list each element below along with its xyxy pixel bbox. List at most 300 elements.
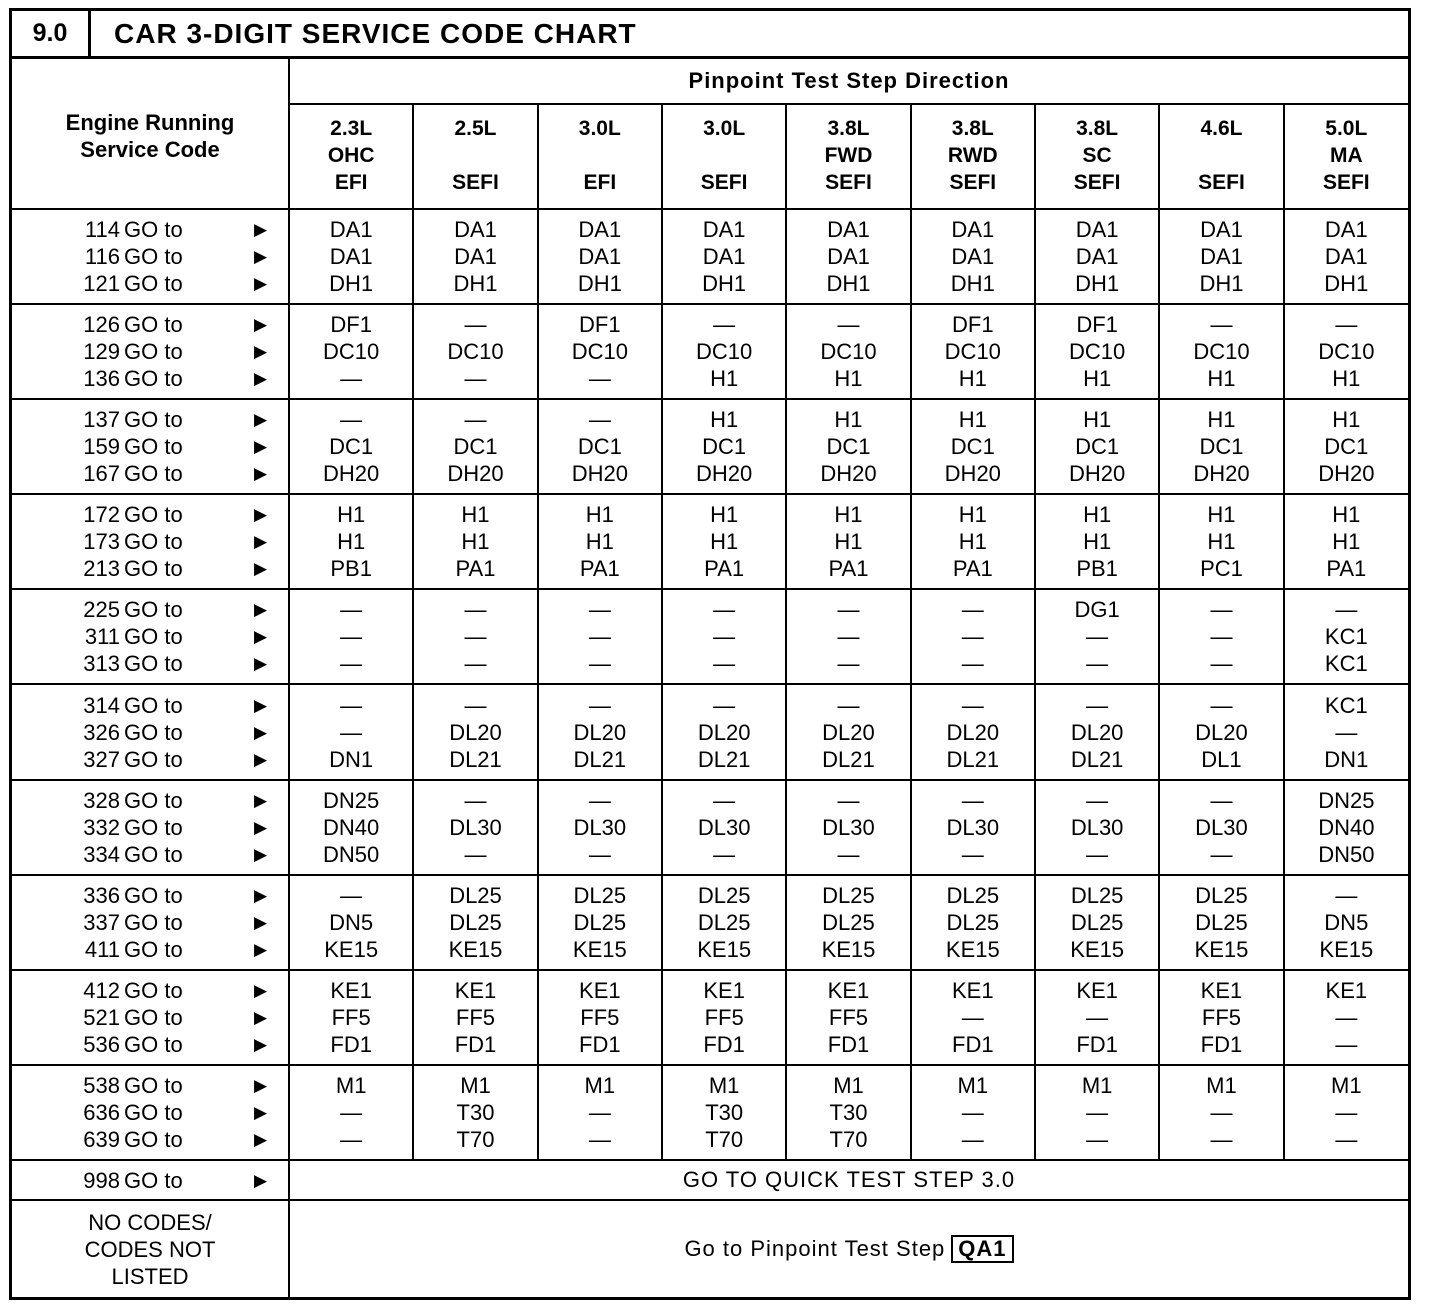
step-value: — [1335, 1004, 1358, 1030]
step-value: DL30 [1070, 814, 1124, 840]
service-code-line [12, 1167, 288, 1194]
service-code-cell [12, 589, 289, 684]
step-value: DF1 [1076, 312, 1118, 338]
engine-header-text [663, 142, 785, 169]
step-value: H1 [710, 366, 739, 392]
step-value: — [1335, 1126, 1358, 1152]
go-to-label: GO to [124, 407, 183, 433]
step-value: DH1 [950, 271, 995, 297]
step-value: DN50 [323, 841, 380, 867]
step-value: DL30 [697, 814, 751, 840]
step-value: DH1 [577, 271, 622, 297]
arrow-icon: ▶ [254, 274, 268, 294]
step-cell [413, 875, 537, 970]
step-value: M1 [833, 1072, 864, 1098]
go-to-label: GO to [124, 882, 183, 908]
step-value: DL30 [1195, 814, 1248, 840]
step-cell [786, 494, 910, 589]
step-cell [1159, 209, 1283, 304]
service-code: 172 [83, 502, 120, 528]
step-value: KE1 [952, 977, 994, 1003]
engine-header-text: 3.0L [703, 117, 746, 140]
service-code-line [12, 814, 288, 841]
step-value: DL20 [697, 719, 751, 745]
step-value: — [588, 407, 611, 433]
step-cell [1159, 304, 1283, 399]
step-value: DA1 [702, 217, 746, 243]
go-to-label: GO to [124, 597, 183, 623]
service-code-line [12, 460, 288, 487]
step-cell [786, 399, 910, 494]
step-value: DL25 [449, 909, 502, 935]
step-value: — [713, 787, 736, 813]
service-code-line [12, 1031, 288, 1058]
step-value: PC1 [1200, 556, 1243, 582]
step-value: — [1335, 597, 1358, 623]
step-value: — [713, 312, 736, 338]
service-code: 159 [83, 434, 120, 460]
code-group-row [12, 684, 1408, 779]
step-value: DH20 [1193, 461, 1250, 487]
step-value: — [588, 1099, 611, 1125]
service-code-line [12, 501, 288, 528]
service-code: 314 [83, 692, 120, 718]
step-cell [662, 304, 786, 399]
step-value: — [961, 597, 984, 623]
step-value: — [1210, 312, 1233, 338]
go-to-label: GO to [124, 339, 183, 365]
step-cell [1035, 875, 1159, 970]
code-group-row [12, 494, 1408, 589]
engine-header-lines [1160, 105, 1282, 196]
engine-header-4 [786, 104, 910, 209]
service-code: 336 [83, 882, 120, 908]
step-cell [289, 209, 413, 304]
step-value: — [340, 651, 363, 677]
go-to-label: GO to [124, 651, 183, 677]
step-value: DA1 [1324, 217, 1368, 243]
step-cell [538, 684, 662, 779]
step-cell [413, 589, 537, 684]
step-value: — [837, 787, 860, 813]
engine-header-text: 3.8L [1076, 117, 1119, 140]
step-value: M1 [1206, 1072, 1237, 1098]
step-value: H1 [585, 502, 614, 528]
step-value: DA1 [329, 217, 373, 243]
step-cell [1035, 589, 1159, 684]
code-group-row [12, 1065, 1408, 1160]
service-code-line [12, 746, 288, 773]
step-value: PA1 [579, 556, 620, 582]
step-cell [662, 209, 786, 304]
step-value: H1 [1083, 502, 1112, 528]
service-code: 311 [84, 624, 120, 650]
pinpoint-step-box: QA1 [951, 1235, 1013, 1263]
go-to-label: GO to [124, 814, 183, 840]
code-group-row [12, 209, 1408, 304]
step-value: KE15 [324, 936, 379, 962]
step-value: DC10 [1069, 339, 1126, 365]
engine-header-text: 3.0L [578, 117, 621, 140]
service-code-line [12, 311, 288, 338]
step-value: DN25 [1318, 787, 1375, 813]
step-value: H1 [1332, 366, 1361, 392]
service-code-line [12, 1004, 288, 1031]
step-value: FF5 [580, 1004, 620, 1030]
step-cell [1035, 970, 1159, 1065]
step-cell [1159, 780, 1283, 875]
step-value: KE15 [1194, 936, 1249, 962]
go-to-label: GO to [124, 271, 183, 297]
service-code-cell [12, 875, 289, 970]
step-value: — [340, 407, 363, 433]
step-cell [289, 970, 413, 1065]
step-cell [662, 970, 786, 1065]
arrow-icon: ▶ [254, 1075, 268, 1095]
engine-header-1 [413, 104, 537, 209]
step-cell [786, 970, 910, 1065]
step-value: DH1 [453, 271, 498, 297]
step-value: — [1335, 1031, 1358, 1057]
step-value: — [1086, 624, 1109, 650]
step-value: DL30 [822, 814, 875, 840]
step-cell [538, 1065, 662, 1160]
step-value: FD1 [454, 1031, 497, 1057]
step-value: M1 [335, 1072, 367, 1098]
go-to-label: GO to [124, 1126, 183, 1152]
step-value: H1 [1083, 366, 1112, 392]
step-value: DL25 [1070, 882, 1124, 908]
service-code: 998 [83, 1167, 120, 1193]
step-value: — [961, 787, 984, 813]
step-cell [289, 780, 413, 875]
step-value: DC1 [577, 434, 622, 460]
step-value: — [588, 366, 611, 392]
step-value: DA1 [454, 244, 497, 270]
step-value: KE1 [1076, 977, 1118, 1003]
step-cell [1159, 399, 1283, 494]
service-code: 328 [83, 787, 120, 813]
go-to-label: GO to [124, 787, 183, 813]
code-column-header [12, 59, 289, 209]
service-code-cell [12, 209, 289, 304]
step-value: H1 [958, 502, 987, 528]
step-cell [1284, 1065, 1408, 1160]
step-value: — [1086, 692, 1109, 718]
chart-title-bar [12, 11, 1408, 59]
service-code-chart [9, 8, 1411, 1300]
code-group-row [12, 780, 1408, 875]
step-value: DN1 [1324, 746, 1369, 772]
step-value: H1 [1207, 529, 1236, 555]
engine-header-text: EFI [583, 171, 617, 194]
step-value: H1 [1332, 407, 1361, 433]
go-to-label: GO to [124, 217, 183, 243]
step-cell [786, 780, 910, 875]
step-value: KE1 [454, 977, 497, 1003]
go-to-label: GO to [124, 434, 183, 460]
step-cell [289, 875, 413, 970]
engine-header-text: SEFI [949, 171, 997, 194]
step-value: M1 [708, 1072, 740, 1098]
step-cell [1159, 684, 1283, 779]
step-value: DC1 [329, 434, 374, 460]
step-value: DC1 [1199, 434, 1244, 460]
step-value: H1 [834, 366, 863, 392]
step-value: — [588, 692, 611, 718]
service-code: 326 [83, 719, 120, 745]
engine-header-text: 3.8L [827, 117, 870, 140]
step-value: DH20 [820, 461, 877, 487]
step-value: DF1 [330, 312, 372, 338]
pinpoint-direction-text: Go to Pinpoint Test Step [684, 1236, 946, 1261]
engine-header-7 [1159, 104, 1283, 209]
service-code-cell [12, 970, 289, 1065]
step-value: H1 [337, 529, 366, 555]
step-cell [662, 399, 786, 494]
step-value: H1 [461, 502, 490, 528]
engine-header-text: SEFI [1198, 171, 1245, 194]
code-group-row [12, 399, 1408, 494]
step-value: — [588, 624, 611, 650]
step-value: — [1086, 841, 1109, 867]
step-value: KE15 [1319, 936, 1374, 962]
step-value: — [1086, 1004, 1109, 1030]
step-value: DL30 [449, 814, 502, 840]
step-value: DH20 [323, 461, 380, 487]
step-value: — [713, 624, 736, 650]
service-code: 639 [83, 1126, 120, 1152]
step-value: DC10 [447, 339, 504, 365]
step-value: — [340, 692, 363, 718]
step-value: T70 [829, 1126, 868, 1152]
step-cell [413, 970, 537, 1065]
step-cell [911, 780, 1035, 875]
step-cell [538, 209, 662, 304]
service-code-line [12, 1072, 288, 1099]
step-value: DH20 [696, 461, 753, 487]
arrow-icon: ▶ [254, 627, 268, 647]
service-code: 411 [84, 936, 120, 962]
step-cell [911, 209, 1035, 304]
step-cell [413, 780, 537, 875]
step-value: DC1 [826, 434, 871, 460]
step-value: — [464, 366, 487, 392]
arrow-icon: ▶ [254, 1007, 268, 1027]
step-value: DF1 [579, 312, 621, 338]
step-value: — [588, 787, 611, 813]
service-code-line [12, 936, 288, 963]
step-value: KE15 [572, 936, 627, 962]
step-value: DL21 [822, 746, 875, 772]
step-value: DA1 [827, 217, 870, 243]
service-code-line [12, 692, 288, 719]
step-value: — [1335, 882, 1358, 908]
step-cell [911, 1065, 1035, 1160]
step-cell [911, 875, 1035, 970]
service-code: 136 [83, 366, 120, 392]
service-code: 129 [83, 339, 120, 365]
engine-header-text: SEFI [825, 171, 872, 194]
step-value: FF5 [828, 1004, 869, 1030]
step-value: KE15 [821, 936, 876, 962]
code-group-row [12, 875, 1408, 970]
step-value: DN1 [329, 746, 374, 772]
code-header-line: Service Code [80, 137, 220, 162]
step-cell [413, 684, 537, 779]
step-value: DC1 [1075, 434, 1120, 460]
go-to-label: GO to [124, 1072, 183, 1098]
code-header-line: Engine Running [65, 110, 235, 135]
arrow-icon: ▶ [254, 532, 268, 552]
engine-header-text: 5.0L [1325, 117, 1368, 140]
step-value: — [588, 651, 611, 677]
go-to-label: GO to [124, 1099, 183, 1125]
code-998-row [12, 1160, 1408, 1200]
step-value: FF5 [1201, 1004, 1242, 1030]
step-value: T30 [705, 1099, 744, 1125]
step-value: DH20 [1318, 461, 1375, 487]
go-to-label: GO to [124, 529, 183, 555]
engine-header-lines [663, 105, 785, 196]
service-code: 114 [84, 217, 120, 243]
service-code: 126 [83, 312, 120, 338]
step-value: — [1210, 692, 1233, 718]
step-value: — [1210, 597, 1233, 623]
service-code: 334 [83, 841, 120, 867]
arrow-icon: ▶ [254, 437, 268, 457]
service-code: 327 [83, 746, 120, 772]
step-value: DH1 [1199, 271, 1244, 297]
step-value: FD1 [579, 1031, 621, 1057]
step-value: DC1 [1324, 434, 1369, 460]
code-group-row [12, 970, 1408, 1065]
step-value: — [464, 597, 487, 623]
step-value: — [464, 624, 487, 650]
step-value: DA1 [827, 244, 870, 270]
step-value: — [464, 407, 487, 433]
step-value: DC10 [1193, 339, 1250, 365]
arrow-icon: ▶ [254, 464, 268, 484]
step-value: — [340, 719, 363, 745]
go-to-label: GO to [124, 1031, 183, 1057]
step-value: FF5 [455, 1004, 496, 1030]
service-code: 332 [83, 814, 120, 840]
step-value: H1 [1207, 502, 1236, 528]
step-cell [1035, 399, 1159, 494]
service-code-line [12, 270, 288, 297]
step-value: DA1 [454, 217, 497, 243]
engine-header-5 [911, 104, 1035, 209]
engine-header-2 [538, 104, 662, 209]
step-value: H1 [1083, 529, 1112, 555]
step-value: — [837, 841, 860, 867]
step-value: DH1 [1075, 271, 1120, 297]
step-value: — [713, 841, 736, 867]
engine-header-text: 3.8L [951, 117, 994, 140]
service-code-cell [12, 304, 289, 399]
step-cell [1159, 875, 1283, 970]
step-value: DL25 [697, 909, 751, 935]
service-code-line [12, 650, 288, 677]
service-code-cell [12, 684, 289, 779]
step-cell [1035, 304, 1159, 399]
step-value: H1 [834, 407, 863, 433]
step-value: FD1 [1076, 1031, 1118, 1057]
step-value: DA1 [578, 244, 622, 270]
arrow-icon: ▶ [254, 220, 268, 240]
engine-header-text: 2.5L [454, 117, 497, 140]
step-value: DL25 [1195, 882, 1248, 908]
step-value: KE15 [945, 936, 1000, 962]
step-cell [1284, 399, 1408, 494]
step-value: — [713, 597, 736, 623]
step-value: — [1086, 651, 1109, 677]
step-cell [1284, 494, 1408, 589]
step-value: FF5 [704, 1004, 744, 1030]
step-value: — [1210, 1099, 1233, 1125]
step-cell [413, 209, 537, 304]
service-code: 173 [83, 529, 120, 555]
step-cell [413, 1065, 537, 1160]
step-value: — [1335, 1099, 1358, 1125]
arrow-icon: ▶ [254, 817, 268, 837]
step-cell [1035, 1065, 1159, 1160]
go-to-label: GO to [124, 244, 183, 270]
step-cell [289, 304, 413, 399]
engine-header-text: EFI [334, 171, 368, 194]
step-value: PB1 [330, 556, 372, 582]
step-cell [786, 875, 910, 970]
step-value: H1 [958, 529, 987, 555]
step-value: KE15 [1070, 936, 1125, 962]
step-value: PA1 [704, 556, 745, 582]
step-cell [662, 589, 786, 684]
step-value: DL25 [946, 882, 1000, 908]
service-code: 538 [83, 1072, 120, 1098]
step-value: DC1 [453, 434, 498, 460]
step-value: — [837, 312, 860, 338]
step-value: DL21 [697, 746, 751, 772]
step-value: — [588, 841, 611, 867]
service-code: 137 [83, 407, 120, 433]
engine-header-text: MA [1329, 144, 1363, 167]
step-value: DA1 [951, 217, 995, 243]
go-to-label: GO to [124, 841, 183, 867]
step-value: H1 [834, 502, 863, 528]
step-value: H1 [958, 366, 987, 392]
step-value: KE1 [1200, 977, 1243, 1003]
step-cell [1159, 589, 1283, 684]
no-codes-line: CODES NOT [84, 1236, 216, 1262]
go-to-label: GO to [124, 746, 183, 772]
go-to-label: GO to [124, 624, 183, 650]
step-value: PB1 [1076, 556, 1118, 582]
step-cell [538, 494, 662, 589]
service-code-line [12, 555, 288, 582]
arrow-icon: ▶ [254, 1129, 268, 1149]
step-cell [1284, 970, 1408, 1065]
arrow-icon: ▶ [254, 980, 268, 1000]
step-value: DC1 [950, 434, 995, 460]
step-value: KC1 [1324, 651, 1368, 677]
service-code-line [12, 596, 288, 623]
engine-header-text: RWD [947, 144, 998, 167]
step-value: — [1210, 1126, 1233, 1152]
step-value: H1 [585, 529, 614, 555]
step-cell [1159, 1065, 1283, 1160]
step-value: H1 [1207, 407, 1236, 433]
